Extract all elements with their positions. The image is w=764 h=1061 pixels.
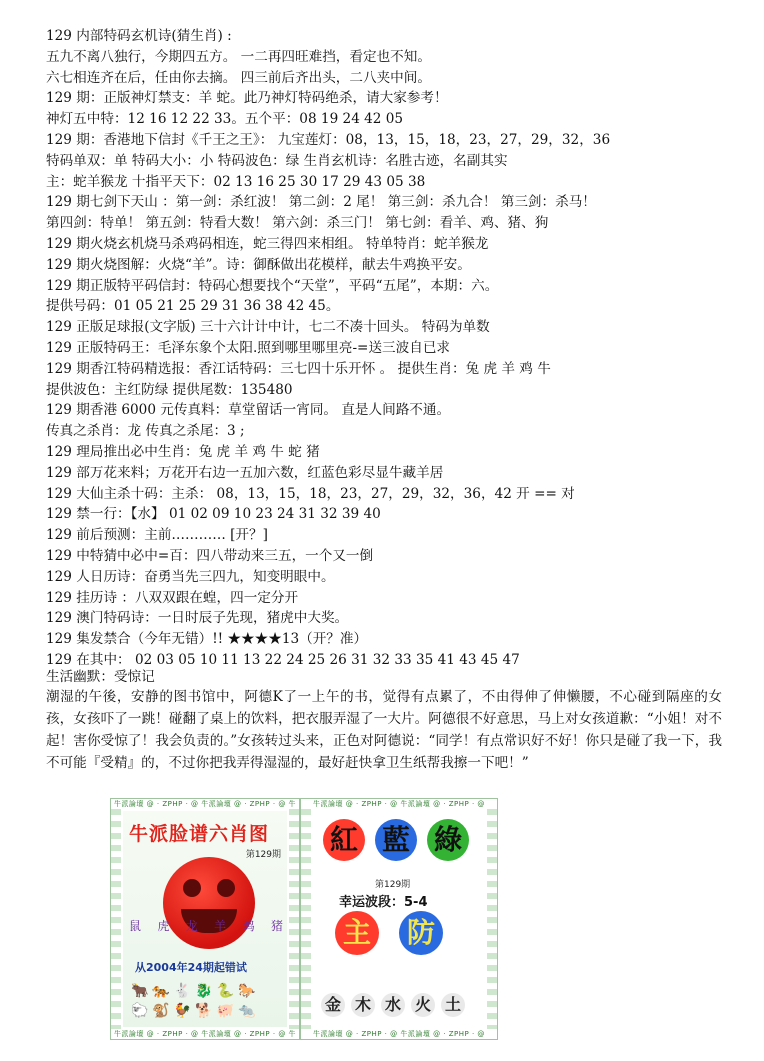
zodiac-item: 龙 <box>185 919 198 933</box>
text-line: 129 澳门特码诗：一日时辰子先现，猪虎中大奖。 <box>46 610 349 627</box>
element-item: 土 <box>441 993 465 1017</box>
text-line: 传真之杀肖：龙 传真之杀尾：3 ; <box>46 423 245 440</box>
text-line: 129 内部特码玄机诗(猜生肖) : <box>46 28 232 44</box>
text-line: 特码单双：单 特码大小：小 特码波色：绿 生肖玄机诗：名胜古迹，名副其实 <box>46 152 508 169</box>
text-line: 六七相连齐在后，任由你去摘。 四三前后齐出头，二八夹中间。 <box>46 69 431 86</box>
face-chart-image <box>110 798 300 1040</box>
text-line: 129 期：香港地下信封《千王之王》： 九宝莲灯：08，13，15，18，23，27，29，32，36 <box>46 131 611 148</box>
issue-number: 第129期 <box>375 880 411 890</box>
text-line: 129 期香港 6000 元传真料：草堂留话一宵同。 直是人间路不通。 <box>46 402 451 419</box>
image-strip-top: 牛派論壇 @ · ZPHP · @ 牛派論壇 @ · ZPHP · @ 牛 <box>113 800 297 808</box>
text-line: 提供波色：主红防绿 提供尾数：135480 <box>46 381 293 398</box>
image-title: 牛派脸谱六肖图 <box>129 823 270 845</box>
color-red: 紅 <box>323 819 365 861</box>
main-ball: 主 <box>335 911 379 955</box>
text-line: 提供号码：01 05 21 25 29 31 36 38 42 45。 <box>46 298 340 315</box>
text-line: 129 禁一行：【水】 01 02 09 10 23 24 31 32 39 40 <box>46 506 381 523</box>
zodiac-item: 鼠 <box>129 919 142 933</box>
story-body: 潮湿的午後，安静的图书馆中，阿德K了一上午的书，觉得有点累了，不由得伸了伸懒腰，不心碰到隔座的女孩，女孩吓了一跳！碰翻了桌上的饮料，把衣服弄湿了一大片。阿德很不好意思，马上对女孩道歉：“小姐！对不起！害你受惊了！我会负责的。”女孩转过头来，正色对阿德说：“同学！有点常识好不好！你只是碰了我一下，我不可能『受精』的，不过你把我弄得湿湿的，最好赶快拿卫生纸帮我擦一下吧！” <box>46 689 722 771</box>
lucky-wave: 幸运波段：5-4 <box>339 895 428 910</box>
zodiac-item: 鸡 <box>242 919 255 933</box>
animals-icon: 🐂🐅🐇🐉🐍🐎🐑🐒🐓🐕🐖🐀 <box>131 983 260 1019</box>
text-line: 129 集发禁合（今年无错）!! ★★★★13（开？准） <box>46 631 368 648</box>
image-strip-bottom: 牛派論壇 @ · ZPHP · @ 牛派論壇 @ · ZPHP · @ <box>313 1030 485 1038</box>
content-lines <box>46 26 746 671</box>
decor-strip <box>301 809 311 1029</box>
wave-chart-image <box>300 798 498 1040</box>
elements-row <box>321 993 465 1017</box>
text-line: 129 期：正版神灯禁支：羊 蛇。此乃神灯特码绝杀，请大家参考！ <box>46 90 448 107</box>
zodiac-item: 虎 <box>157 919 170 933</box>
element-item: 火 <box>411 993 435 1017</box>
text-line: 129 期正版特平码信封：特码心想要找个“天堂”，平码“五尾”，本期：六。 <box>46 277 499 294</box>
zodiac-list <box>129 917 283 934</box>
issue-number: 第129期 <box>245 850 281 860</box>
smiley-face-icon <box>163 857 255 949</box>
text-line: 129 在其中： 02 03 05 10 11 13 22 24 25 26 31 32 33 35 41 43 45 47 <box>46 651 520 668</box>
element-item: 木 <box>351 993 375 1017</box>
text-line: 主：蛇羊猴龙 十指平天下：02 13 16 25 30 17 29 43 05 38 <box>46 173 426 190</box>
text-line: 129 理局推出必中生肖：兔 虎 羊 鸡 牛 蛇 猪 <box>46 443 320 460</box>
text-line: 神灯五中特：12 16 12 22 33。五个平：08 19 24 42 05 <box>46 111 404 128</box>
color-green: 綠 <box>427 819 469 861</box>
text-line: 129 正版足球报(文字版) 三十六计计中计，七二不凑十回头。 特码为单数 <box>46 319 490 336</box>
since-text: 从2004年24期起错试 <box>135 961 247 974</box>
text-line: 五九不离八独行，今期四五方。 一二再四旺难挡，看定也不知。 <box>46 48 431 65</box>
guard-ball: 防 <box>399 911 443 955</box>
text-line: 129 期火烧图解：火烧“羊”。诗：御酥做出花模样，献去牛鸡换平安。 <box>46 256 471 273</box>
text-line: 129 部万花来料；万花开右边一五加六数，红蓝色彩尽显牛藏羊居 <box>46 464 444 481</box>
text-line: 129 人日历诗：奋勇当先三四九，知变明眼中。 <box>46 568 335 585</box>
text-line: 129 期七剑下天山 ：第一剑：杀红波！ 第二剑：2 尾！ 第三剑：杀九合！ 第三剑：杀马！ <box>46 194 596 211</box>
element-item: 水 <box>381 993 405 1017</box>
decor-strip <box>487 809 497 1029</box>
zodiac-item: 羊 <box>214 919 227 933</box>
text-line: 129 期香江特码精选报：香江话特码：三七四十乐开怀 。 提供生肖：兔 虎 羊 鸡 牛 <box>46 360 551 377</box>
decor-strip <box>289 809 299 1029</box>
image-strip-bottom: 牛派論壇 @ · ZPHP · @ 牛派論壇 @ · ZPHP · @ 牛 <box>113 1030 297 1038</box>
color-blue: 藍 <box>375 819 417 861</box>
decor-strip <box>111 809 121 1029</box>
text-line: 129 挂历诗 ：八双双跟在蝗，四一定分开 <box>46 589 299 606</box>
text-line: 129 前后预测：主前………… [开？] <box>46 527 268 544</box>
text-line: 129 中特猜中必中=百：四八带动来三五，一个又一倒 <box>46 547 374 564</box>
image-strip-top: 牛派論壇 @ · ZPHP · @ 牛派論壇 @ · ZPHP · @ <box>313 800 485 808</box>
story-title: 生活幽默：受惊记 <box>46 669 155 685</box>
text-line: 第四剑：特单！ 第五剑：特看大数！ 第六剑：杀三门！ 第七剑：看羊、鸡、猪、狗 <box>46 215 549 232</box>
element-item: 金 <box>321 993 345 1017</box>
text-line: 129 期火烧玄机烧马杀鸡码相连，蛇三得四来相组。 特单特肖：蛇羊猴龙 <box>46 235 489 252</box>
text-line: 129 大仙主杀十码：主杀： 08，13，15，18，23，27，29，32，36，42 开 == 对 <box>46 485 575 502</box>
zodiac-item: 猪 <box>270 919 283 933</box>
text-line: 129 正版特码王：毛泽东象个太阳.照到哪里哪里亮-=送三波自已求 <box>46 339 451 356</box>
